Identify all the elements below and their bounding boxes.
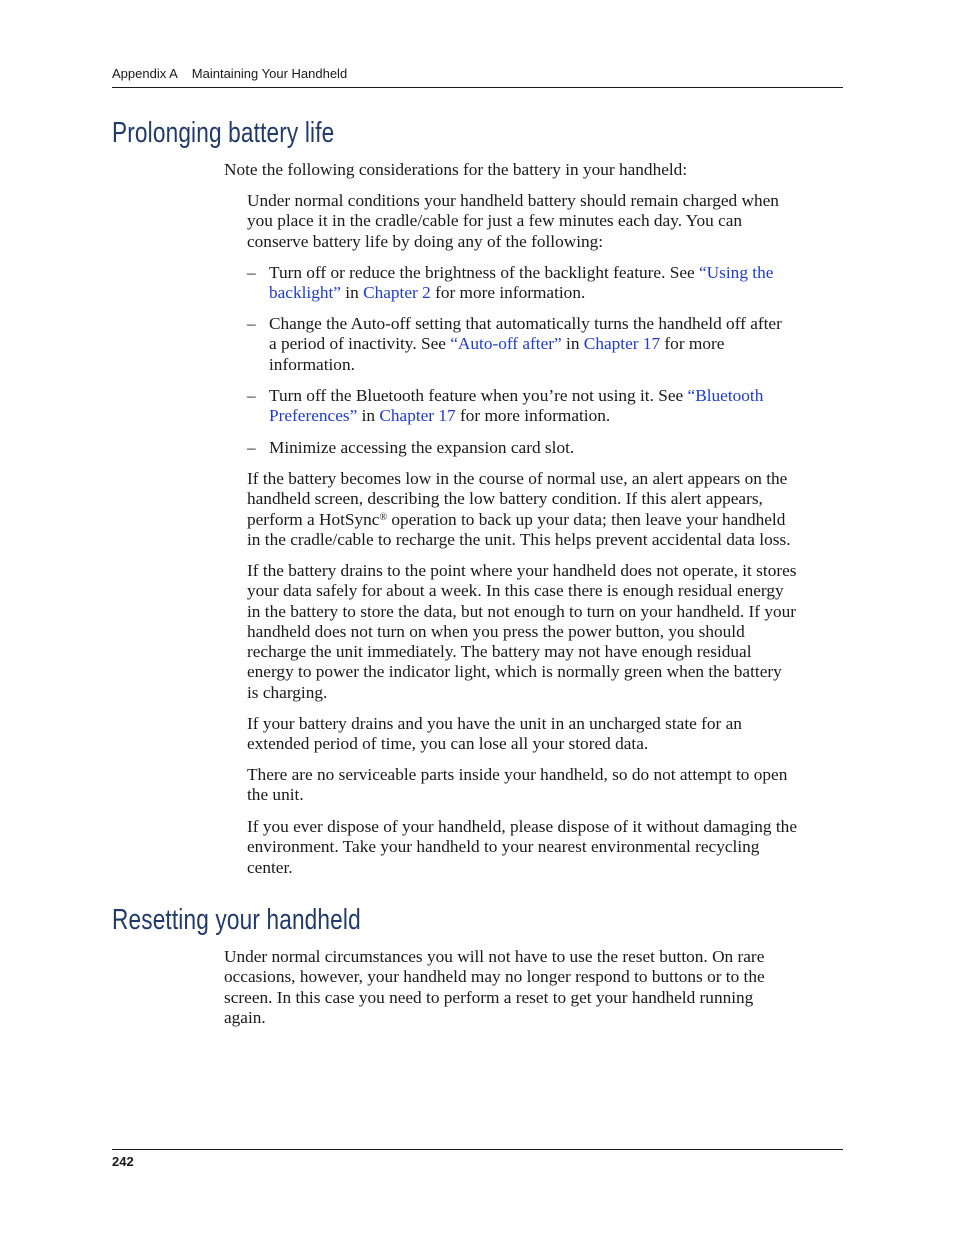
battery-paragraph-no-parts: There are no serviceable parts inside your handheld, so do not attempt to open the unit.	[247, 765, 788, 805]
battery-paragraph-drain: If the battery drains to the point where your handheld does not operate, it stores your data safely for about a week. In this case there is enough residual energy in the battery to store the data, but not enough to turn on your handheld. If your handheld does not turn on when you press the power button, you should recharge the unit immediately. The battery may not have enough residual energy to power the indicator light, which is normally green when the battery is charging.	[247, 561, 797, 702]
list-dash: –	[247, 438, 256, 457]
list-item-bluetooth: Turn off the Bluetooth feature when you’re not using it. See “Bluetooth Preferences” in Chapter 17 for more information.	[269, 386, 764, 426]
header-chapter: Maintaining Your Handheld	[191, 66, 348, 81]
battery-paragraph-low-alert: If the battery becomes low in the course of normal use, an alert appears on the handheld screen, describing the low battery condition. If this alert appears, perform a HotSync® operation to back up your data; then leave your handheld in the cradle/cable to recharge the unit. This helps prevent accidental data loss.	[247, 469, 791, 549]
list-dash: –	[247, 314, 256, 333]
running-header	[112, 66, 347, 81]
link-bluetooth-preferences[interactable]: “Bluetooth Preferences”	[269, 386, 764, 426]
link-auto-off-after[interactable]: “Auto-off after”	[450, 334, 562, 354]
list-item-expansion-slot: Minimize accessing the expansion card slot.	[269, 438, 575, 457]
list-dash: –	[247, 263, 256, 282]
link-chapter-2[interactable]: Chapter 2	[363, 283, 431, 303]
link-chapter-17[interactable]: Chapter 17	[583, 334, 661, 354]
battery-paragraph-1: Under normal conditions your handheld battery should remain charged when you place it in the cradle/cable for just a few minutes each day. You can conserve battery life by doing any of the following:	[247, 191, 779, 251]
header-rule	[112, 87, 843, 88]
battery-paragraph-dispose: If you ever dispose of your handheld, please dispose of it without damaging the environment. Take your handheld to your nearest environmental recycling center.	[247, 817, 797, 877]
section-heading-reset: Resetting your handheld	[112, 904, 361, 936]
footer-rule	[112, 1149, 843, 1150]
page-number: 242	[112, 1154, 134, 1169]
list-item-auto-off: Change the Auto-off setting that automatically turns the handheld off after a period of inactivity. See “Auto-off after” in Chapter 17 for more information.	[269, 314, 782, 374]
reset-paragraph: Under normal circumstances you will not have to use the reset button. On rare occasions, however, your handheld may no longer respond to buttons or to the screen. In this case you need to perform a reset to get your handheld running again.	[224, 947, 765, 1027]
list-item-backlight: Turn off or reduce the brightness of the backlight feature. See “Using the backlight” in Chapter 2 for more information.	[269, 263, 774, 303]
link-chapter-17[interactable]: Chapter 17	[379, 406, 456, 426]
intro-paragraph: Note the following considerations for the battery in your handheld:	[224, 160, 688, 179]
battery-paragraph-uncharged: If your battery drains and you have the unit in an uncharged state for an extended period of time, you can lose all your stored data.	[247, 714, 742, 754]
link-using-the-backlight[interactable]: “Using the backlight”	[269, 263, 774, 303]
header-appendix: Appendix A	[112, 66, 178, 81]
section-heading-battery: Prolonging battery life	[112, 117, 335, 149]
list-dash: –	[247, 386, 256, 405]
registered-mark: ®	[379, 511, 388, 523]
